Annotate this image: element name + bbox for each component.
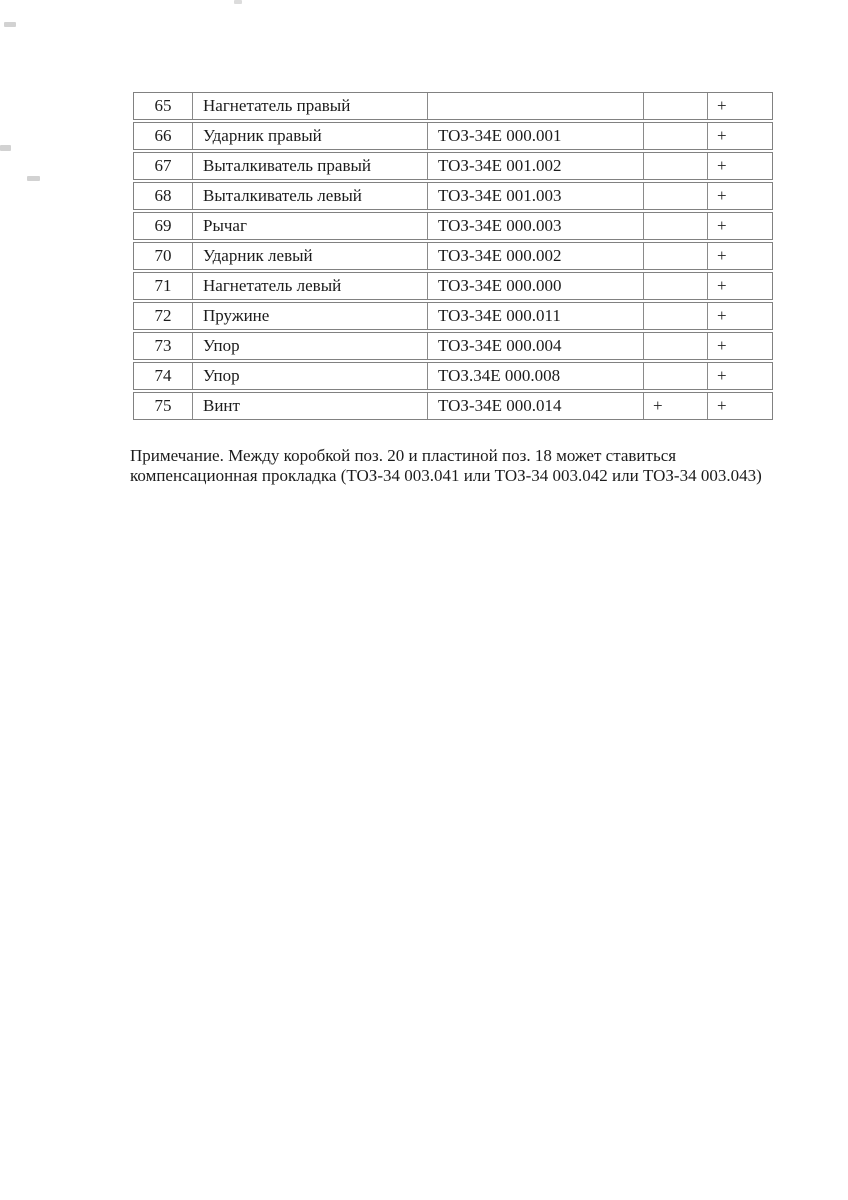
flag-cell-2: + [707,123,772,149]
part-number-cell: ТОЗ-34Е 000.002 [427,243,643,269]
scan-artifact [4,22,16,27]
part-name-cell: Рычаг [192,213,427,239]
row-number-cell: 70 [154,246,172,265]
table-row [133,122,773,150]
row-number-cell: 72 [154,306,172,325]
row-number-cell: 65 [154,96,172,115]
part-number-cell: ТОЗ-34Е 000.004 [427,333,643,359]
part-name-cell: Нагнетатель правый [192,93,427,119]
note-paragraph: Примечание. Между коробкой поз. 20 и пластиной поз. 18 может ставиться компенсационная прокладка (ТОЗ-34 003.041 или ТОЗ-34 003.042 или ТОЗ-34 003.043) [130,446,762,485]
flag-cell-1 [643,93,707,119]
row-number-cell: 67 [154,156,172,175]
row-number-cell: 71 [154,276,172,295]
flag-cell-1 [643,153,707,179]
row-number-cell: 66 [154,126,172,145]
flag-cell-1 [643,363,707,389]
part-number-cell: ТОЗ-34Е 000.001 [427,123,643,149]
flag-cell-1 [643,243,707,269]
row-number-cell: 74 [154,366,172,385]
part-name-cell: Упор [192,363,427,389]
flag-cell-2: + [707,93,772,119]
part-number-cell: ТОЗ-34Е 001.002 [427,153,643,179]
flag-cell-1 [643,273,707,299]
row-number-cell: 73 [154,336,172,355]
table-row [133,302,773,330]
part-name-cell: Пружине [192,303,427,329]
part-number-cell: ТОЗ-34Е 000.000 [427,273,643,299]
flag-cell-2: + [707,303,772,329]
part-name-cell: Нагнетатель левый [192,273,427,299]
flag-cell-1 [643,303,707,329]
part-name-cell: Ударник правый [192,123,427,149]
table-row [133,242,773,270]
table-row [133,272,773,300]
scan-artifact [234,0,242,4]
row-number-cell: 68 [154,186,172,205]
part-number-cell: ТОЗ-34Е 000.011 [427,303,643,329]
table-row [133,92,773,120]
scan-artifact [0,145,11,151]
flag-cell-2: + [707,333,772,359]
part-name-cell: Винт [192,393,427,419]
flag-cell-2: + [707,243,772,269]
parts-table [133,92,773,422]
table-row [133,392,773,420]
flag-cell-2: + [707,213,772,239]
part-number-cell [427,93,643,119]
flag-cell-2: + [707,153,772,179]
flag-cell-1: + [643,393,707,419]
flag-cell-1 [643,183,707,209]
table-row [133,332,773,360]
row-number-cell: 69 [154,216,172,235]
part-name-cell: Выталкиватель правый [192,153,427,179]
part-name-cell: Выталкиватель левый [192,183,427,209]
table-row [133,212,773,240]
table-row [133,152,773,180]
row-number-cell: 75 [154,396,172,415]
flag-cell-2: + [707,393,772,419]
table-row [133,182,773,210]
table-row [133,362,773,390]
flag-cell-1 [643,213,707,239]
flag-cell-2: + [707,363,772,389]
part-name-cell: Ударник левый [192,243,427,269]
flag-cell-2: + [707,273,772,299]
part-number-cell: ТОЗ.34Е 000.008 [427,363,643,389]
part-number-cell: ТОЗ-34Е 001.003 [427,183,643,209]
part-number-cell: ТОЗ-34Е 000.014 [427,393,643,419]
flag-cell-2: + [707,183,772,209]
flag-cell-1 [643,333,707,359]
part-name-cell: Упор [192,333,427,359]
part-number-cell: ТОЗ-34Е 000.003 [427,213,643,239]
scan-artifact [27,176,40,181]
flag-cell-1 [643,123,707,149]
